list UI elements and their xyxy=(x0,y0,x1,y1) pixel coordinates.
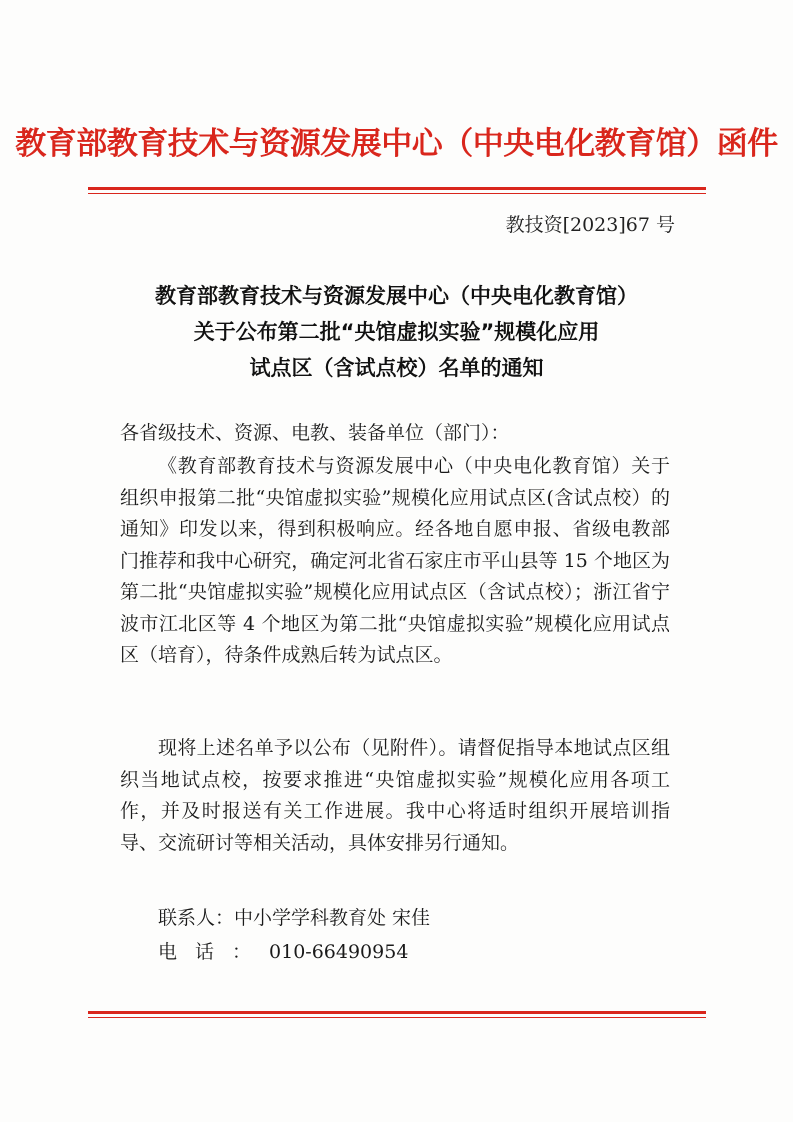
contact-person-value: 中小学学科教育处 宋佳 xyxy=(234,907,431,929)
footer-rule-thin xyxy=(88,1017,706,1018)
letterhead-rule-thick xyxy=(88,187,706,190)
contact-phone-value: 010-66490954 xyxy=(269,941,409,963)
title-line-2: 关于公布第二批“央馆虚拟实验”规模化应用 xyxy=(193,320,600,344)
letterhead-rule-thin xyxy=(88,193,706,194)
contact-person xyxy=(158,903,430,930)
letterhead-title: 教育部教育技术与资源发展中心（中央电化教育馆）函件 xyxy=(15,126,778,162)
title-line-1: 教育部教育技术与资源发展中心（中央电化教育馆） xyxy=(155,284,638,308)
title-line-3: 试点区（含试点校）名单的通知 xyxy=(249,356,544,380)
contact-phone xyxy=(158,937,408,964)
contact-phone-label: 电话： xyxy=(158,941,270,963)
contact-person-label: 联系人： xyxy=(158,907,235,929)
body-paragraph-2: 现将上述名单予以公布（见附件）。请督促指导本地试点区组织当地试点校，按要求推进“央馆虚拟实验”规模化应用各项工作，并及时报送有关工作进展。我中心将适时组织开展培训指导、交流研讨等相关活动，具体安排另行通知。 xyxy=(120,737,670,854)
salutation: 各省级技术、资源、电教、装备单位（部门）： xyxy=(120,422,510,444)
footer-rule-thick xyxy=(88,1011,706,1014)
body-paragraph-1: 《教育部教育技术与资源发展中心（中央电化教育馆）关于组织申报第二批“央馆虚拟实验”规模化应用试点区(含试点校）的通知》印发以来，得到积极响应。经各地自愿申报、省级电教部门推荐和我中心研究，确定河北省石家庄市平山县等 15 个地区为第二批“央馆虚拟实验”规模化应用试点区（含试点校）；浙江省宁波市江北区等 4 个地区为第二批“央馆虚拟实验”规模化应用试点区（培育），待条件成熟后转为试点区。 xyxy=(120,455,670,666)
document-number: 教技资[2023]67 号 xyxy=(505,214,675,236)
notice-title xyxy=(0,278,793,386)
